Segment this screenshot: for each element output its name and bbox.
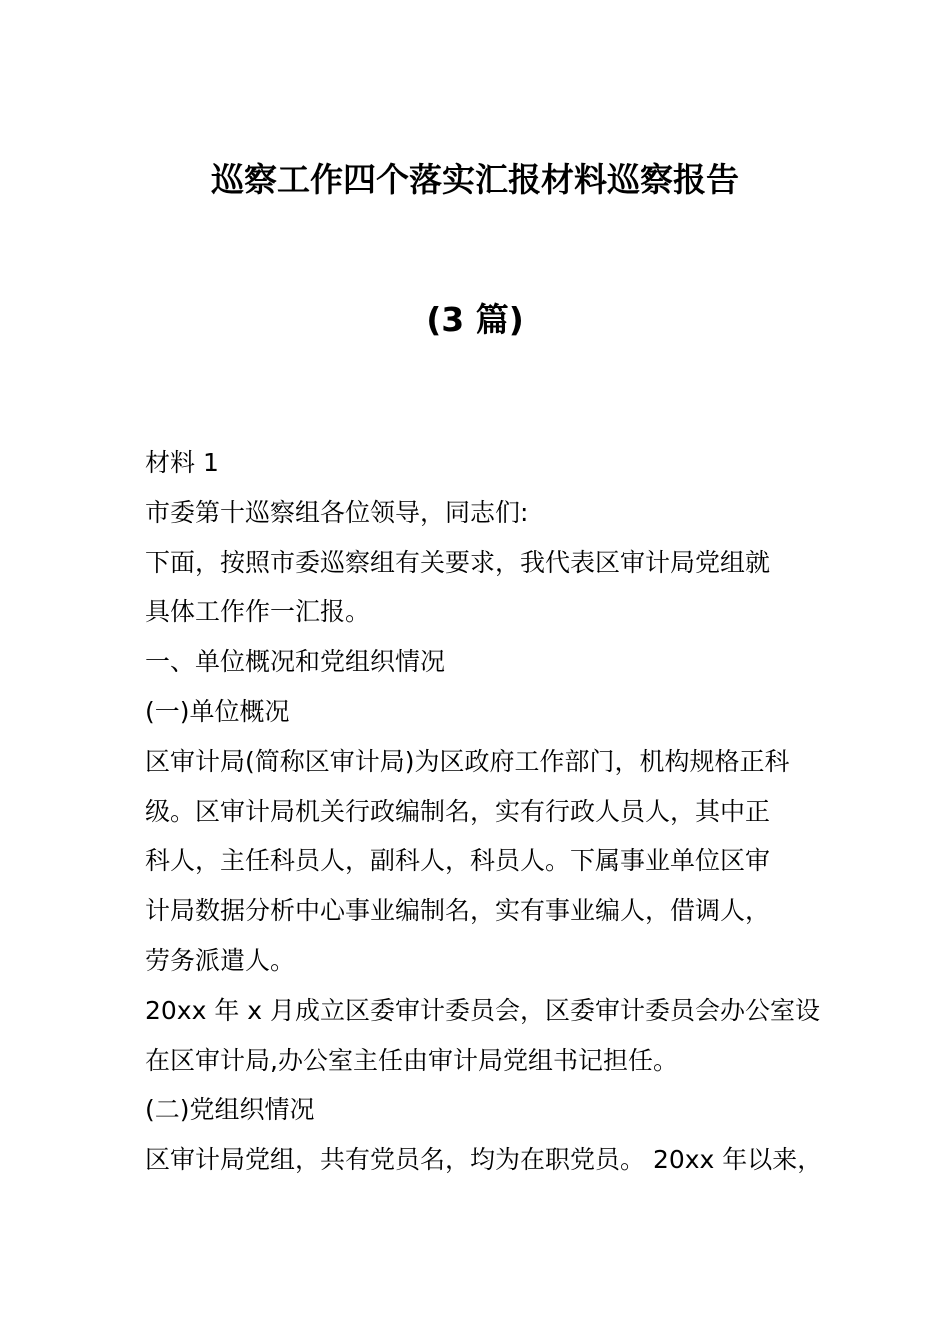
- body-line: 20xx 年 x 月成立区委审计委员会，区委审计委员会办公室设: [145, 995, 821, 1025]
- body-line-salutation: 市委第十巡察组各位领导，同志们:: [145, 497, 529, 527]
- body-line: 科人，主任科员人，副科人，科员人。下属事业单位区审: [145, 846, 771, 876]
- document-body: [145, 438, 835, 1185]
- document-subtitle: (3 篇): [426, 300, 524, 339]
- subsection-heading: (二)党组织情况: [145, 1095, 315, 1125]
- body-line: 计局数据分析中心事业编制名，实有事业编人，借调人，: [145, 896, 771, 926]
- body-line: 级。区审计局机关行政编制名，实有行政人员人，其中正: [145, 796, 771, 826]
- document-title: 巡察工作四个落实汇报材料巡察报告: [211, 160, 739, 199]
- body-line: 具体工作作一汇报。: [145, 597, 371, 627]
- body-line: 在区审计局,办公室主任由审计局党组书记担任。: [145, 1045, 678, 1075]
- body-line: 劳务派遣人。: [145, 945, 296, 975]
- subsection-heading: (一)单位概况: [145, 696, 290, 726]
- section-heading: 一、单位概况和党组织情况: [145, 647, 446, 677]
- body-line-material-label: 材料 1: [145, 448, 219, 477]
- body-line: 区审计局党组，共有党员名，均为在职党员。 20xx 年以来，: [145, 1145, 823, 1175]
- body-line: 区审计局(简称区审计局)为区政府工作部门，机构规格正科: [145, 746, 790, 776]
- body-line: 下面，按照市委巡察组有关要求，我代表区审计局党组就: [145, 547, 771, 577]
